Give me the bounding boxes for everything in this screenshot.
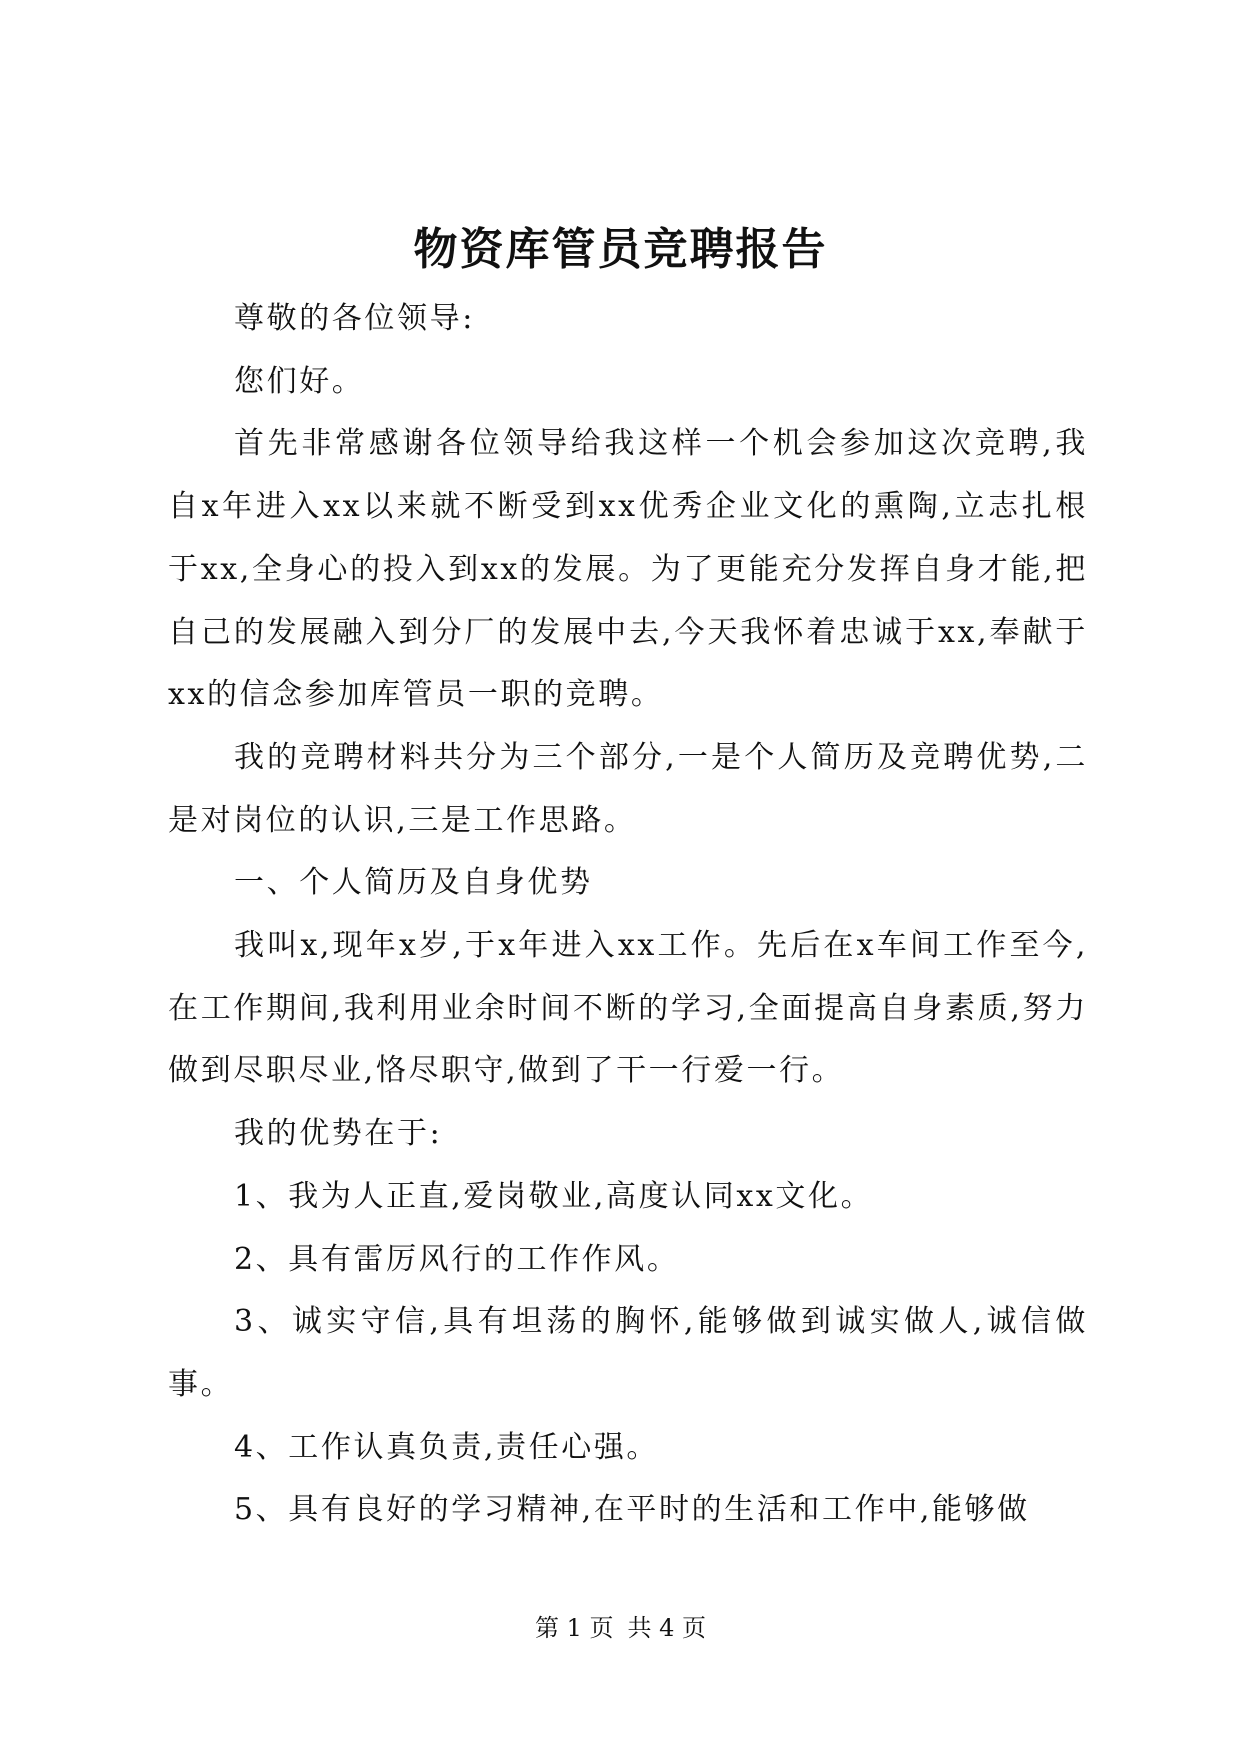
page-footer (0, 1611, 1241, 1645)
page-total: 共 4 页 (627, 1614, 707, 1642)
document-title: 物资库管员竞聘报告 (413, 224, 828, 275)
paragraph-salutation: 尊敬的各位领导: (234, 301, 475, 336)
page-number: 第 1 页 (534, 1614, 614, 1642)
paragraph-intro: 首先非常感谢各位领导给我这样一个机会参加这次竞聘,我自x年进入xx以来就不断受到xx优秀企业文化的熏陶,立志扎根于xx,全身心的投入到xx的发展。为了更能充分发挥自身才能,把自己的发展融入到分厂的发展中去,今天我怀着忠诚于xx,奉献于xx的信念参加库管员一职的竞聘。 (168, 426, 1088, 713)
list-item-advantage-2: 2、具有雷厉风行的工作作风。 (234, 1241, 680, 1277)
list-item-advantage-4: 4、工作认真负责,责任心强。 (234, 1429, 660, 1465)
paragraph-resume: 我叫x,现年x岁,于x年进入xx工作。先后在x车间工作至今,在工作期间,我利用业余时间不断的学习,全面提高自身素质,努力做到尽职尽业,恪尽职守,做到了干一行爱一行。 (168, 928, 1088, 1089)
list-item-advantage-3: 3、诚实守信,具有坦荡的胸怀,能够做到诚实做人,诚信做事。 (168, 1304, 1088, 1402)
paragraph-structure: 我的竞聘材料共分为三个部分,一是个人简历及竞聘优势,二是对岗位的认识,三是工作思路。 (168, 739, 1088, 838)
paragraph-greeting: 您们好。 (234, 363, 365, 399)
paragraph-advantages-lead: 我的优势在于: (234, 1116, 443, 1152)
section-heading-resume: 一、个人简历及自身优势 (234, 865, 593, 901)
list-item-advantage-5: 5、具有良好的学习精神,在平时的生活和工作中,能够做 (234, 1492, 1030, 1528)
document-body (168, 288, 1088, 1542)
list-item-advantage-1: 1、我为人正直,爱岗敬业,高度认同xx文化。 (234, 1178, 874, 1214)
